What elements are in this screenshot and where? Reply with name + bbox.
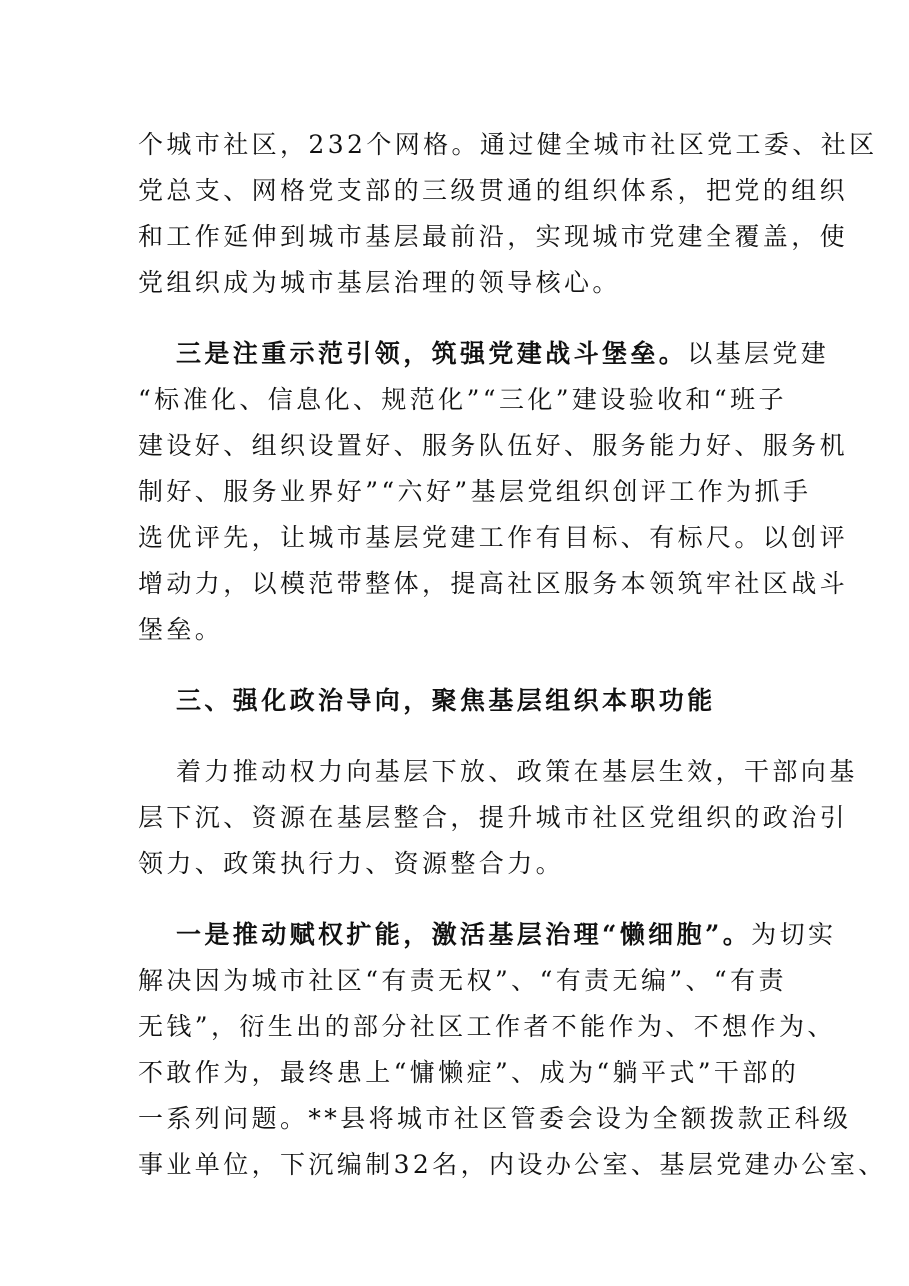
text-line (138, 331, 830, 377)
paragraph-lead-rest: 为切实 (751, 920, 837, 949)
text-line: 选优评先，让城市基层党建工作有目标、有标尺。以创评 (138, 523, 849, 552)
text-line: 堡垒。 (138, 615, 224, 644)
text-line: 层下沉、资源在基层整合，提升城市社区党组织的政治引 (138, 803, 849, 832)
text-line: “标准化、信息化、规范化”“三化”建设验收和“班子 (138, 385, 787, 414)
paragraph-2 (138, 331, 849, 653)
paragraph-4 (138, 912, 887, 1188)
text-line: 增动力，以模范带整体，提高社区服务本领筑牢社区战斗 (138, 569, 849, 598)
document-page (138, 122, 887, 1213)
text-line: 领力、政策执行力、资源整合力。 (138, 849, 565, 878)
text-line: 党组织成为城市基层治理的领导核心。 (138, 268, 621, 297)
paragraph-lead-rest: 以基层党建 (687, 339, 830, 368)
text-line: 个城市社区，232个网格。通过健全城市社区党工委、社区 (138, 130, 878, 159)
section-heading-block (138, 678, 798, 724)
text-line: 和工作延伸到城市基层最前沿，实现城市党建全覆盖，使 (138, 222, 849, 251)
paragraph-lead: 三是注重示范引领，筑强党建战斗堡垒。 (176, 339, 688, 368)
paragraph-1 (138, 122, 878, 306)
text-line: 制好、服务业界好”“六好”基层党组织创评工作为抓手 (138, 477, 812, 506)
paragraph-3 (138, 749, 858, 887)
text-line: 一系列问题。**县将城市社区管委会设为全额拨款正科级 (138, 1104, 852, 1133)
text-line: 事业单位，下沉编制32名，内设办公室、基层党建办公室、 (138, 1150, 887, 1179)
text-line: 不敢作为，最终患上“慵懒症”、成为“躺平式”干部的 (138, 1058, 800, 1087)
paragraph-lead: 一是推动赋权扩能，激活基层治理“懒细胞”。 (176, 920, 752, 949)
text-line: 着力推动权力向基层下放、政策在基层生效，干部向基 (176, 757, 858, 786)
text-line: 解决因为城市社区“有责无权”、“有责无编”、“有责 (138, 966, 787, 995)
text-line: 无钱”，衍生出的部分社区工作者不能作为、不想作为、 (138, 1012, 836, 1041)
text-line: 党总支、网格党支部的三级贯通的组织体系，把党的组织 (138, 176, 849, 205)
text-line: 建设好、组织设置好、服务队伍好、服务能力好、服务机 (138, 431, 849, 460)
section-heading: 三、强化政治导向，聚焦基层组织本职功能 (176, 686, 716, 715)
text-line (138, 912, 837, 958)
